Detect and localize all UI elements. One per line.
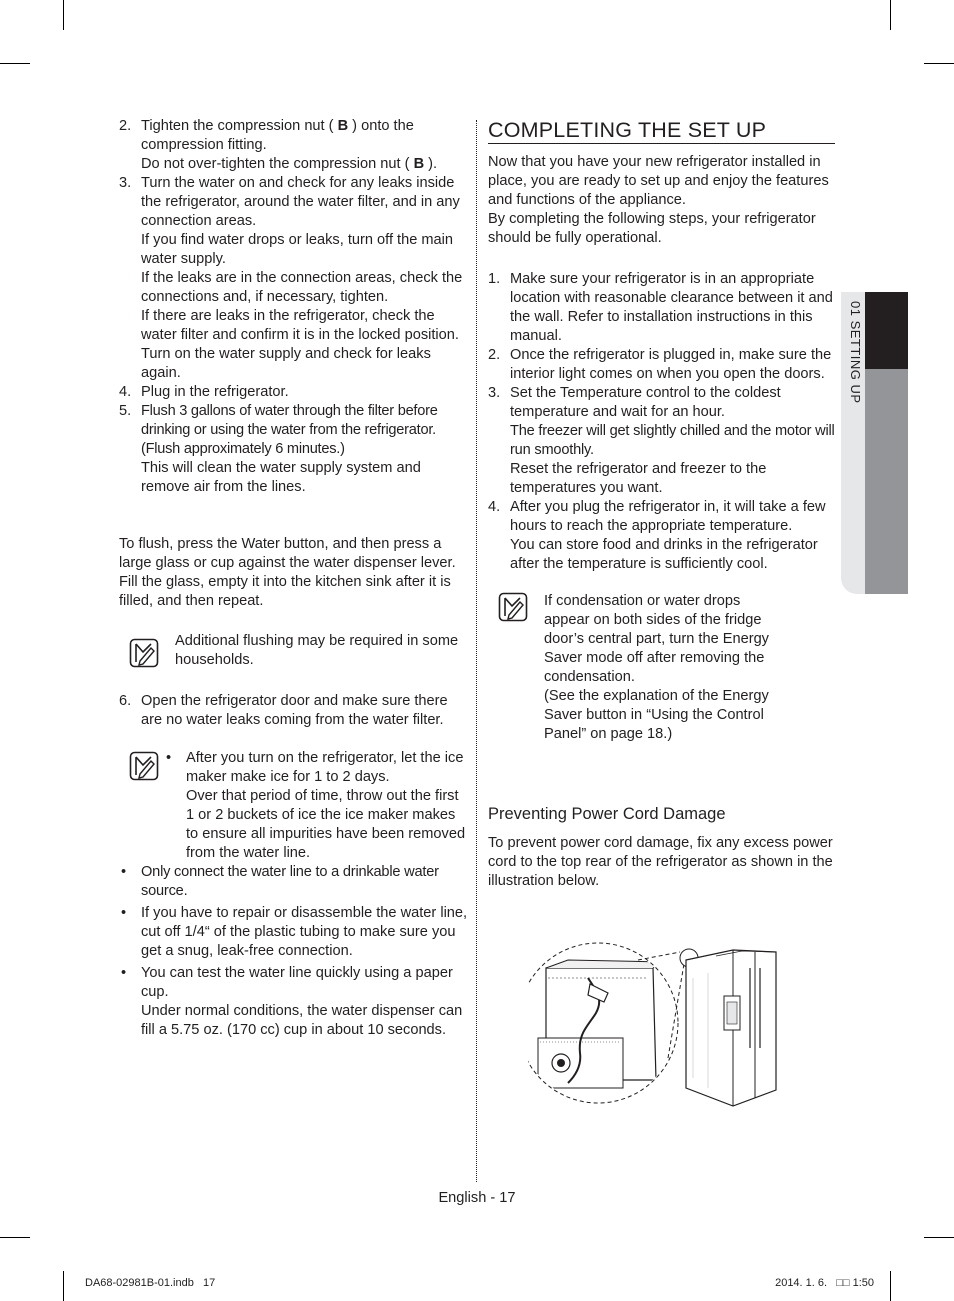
title-rule: [488, 143, 835, 144]
left-column: [119, 117, 469, 1040]
bullet-dot: •: [166, 750, 172, 766]
crop-mark: [924, 1237, 954, 1238]
right-column: [488, 117, 836, 891]
list-item: • Only connect the water line to a drinkable water source.: [121, 864, 439, 899]
intro-paragraph: Now that you have your new refrigerator installed in place, you are ready to set up and enjoy the features and functions of the appliance.: [488, 154, 829, 208]
crop-mark: [924, 63, 954, 64]
list-item: • If you have to repair or disassemble the water line, cut off 1/4“ of the plastic tubing to make sure you get a snug, leak-free connection.: [121, 905, 468, 959]
list-item: 1. Make sure your refrigerator is in an appropriate location with reasonable clearance between it and the wall. Refer to installation instructions in this manual.: [488, 271, 833, 344]
print-timestamp: 2014. 1. 6. □□ 1:50: [775, 1277, 874, 1289]
chapter-tab-label: 01 SETTING UP: [848, 301, 863, 404]
note-condensation: If condensation or water drops appear on both sides of the fridge door’s central part, turn the Energy Saver mode off after removing the condensation. (See the explanation of the Energy Saver button in “Using the Control Panel” on page 18.): [488, 592, 784, 744]
power-cord-paragraph: To prevent power cord damage, fix any excess power cord to the top rear of the refrigerator as shown in the illustration below.: [488, 835, 833, 889]
note-flushing: Additional flushing may be required in some households.: [119, 632, 469, 670]
crop-mark: [0, 1237, 30, 1238]
refrigerator-drawing: [686, 950, 776, 1106]
intro-paragraph: By completing the following steps, your refrigerator should be fully operational.: [488, 211, 816, 246]
rear-detail: [538, 960, 663, 1088]
crop-mark: [63, 0, 64, 30]
crop-mark: [890, 1271, 891, 1301]
list-item: 4. Plug in the refrigerator.: [119, 384, 289, 400]
column-divider: [476, 120, 477, 1182]
list-item: 3. Set the Temperature control to the coldest temperature and wait for an hour. The freezer will get slightly chilled and the motor will run smoothly. Reset the refrigerator and freezer to the temperatures you want.: [488, 385, 835, 496]
file-info: DA68-02981B-01.indb 17: [85, 1277, 216, 1289]
crop-mark: [0, 63, 30, 64]
note-pencil-icon: [129, 638, 159, 668]
list-item: 5. Flush 3 gallons of water through the filter before drinking or using the water from the refrigerator. (Flush approximately 6 minutes.) This will clean the water supply system and remove air from the lines.: [119, 403, 438, 495]
list-item: 6. Open the refrigerator door and make sure there are no water leaks coming from the water filter.: [119, 693, 448, 728]
crop-mark: [63, 1271, 64, 1301]
page-number: English - 17: [438, 1190, 516, 1206]
side-tab-gray-block: [865, 369, 908, 594]
list-item: 4. After you plug the refrigerator in, it will take a few hours to reach the appropriate temperature. You can store food and drinks in the refrigerator after the temperature is sufficiently cool.: [488, 499, 826, 572]
section-title: COMPLETING THE SET UP: [488, 118, 767, 142]
note-icemaker: • After you turn on the refrigerator, let the ice maker make ice for 1 to 2 days. Over that period of time, throw out the first 1 or 2 buckets of ice the ice maker makes to ensure all impurities have been removed from the water line.: [119, 749, 469, 863]
list-item: 2. Tighten the compression nut ( B ) onto the compression fitting. Do not over-tighten the compression nut ( B ).: [119, 118, 438, 172]
note-pencil-icon: [498, 592, 528, 622]
list-item: 3. Turn the water on and check for any leaks inside the refrigerator, around the water filter, and in any connection areas. If you find water drops or leaks, turn off the main water supply. If the leaks are in the connection areas, check the connections and, if necessary, tighten. If there are leaks in the refrigerator, check the water filter and confirm it is in the locked position. Turn on the water supply and check for leaks again.: [119, 175, 463, 381]
flush-paragraph: To flush, press the Water button, and then press a large glass or cup against the water dispenser lever. Fill the glass, empty it into the kitchen sink after it is filled, and then repeat.: [119, 536, 456, 609]
list-item: 2. Once the refrigerator is plugged in, make sure the interior light comes on when you open the doors.: [488, 347, 832, 382]
note-pencil-icon: [129, 751, 159, 781]
subheading: Preventing Power Cord Damage: [488, 805, 726, 823]
side-tab-dark-block: [865, 292, 908, 369]
power-cord-illustration: [528, 938, 788, 1116]
crop-mark: [890, 0, 891, 30]
list-item: • You can test the water line quickly using a paper cup. Under normal conditions, the water dispenser can fill a 5.75 oz. (170 cc) cup in about 10 seconds.: [121, 965, 463, 1038]
